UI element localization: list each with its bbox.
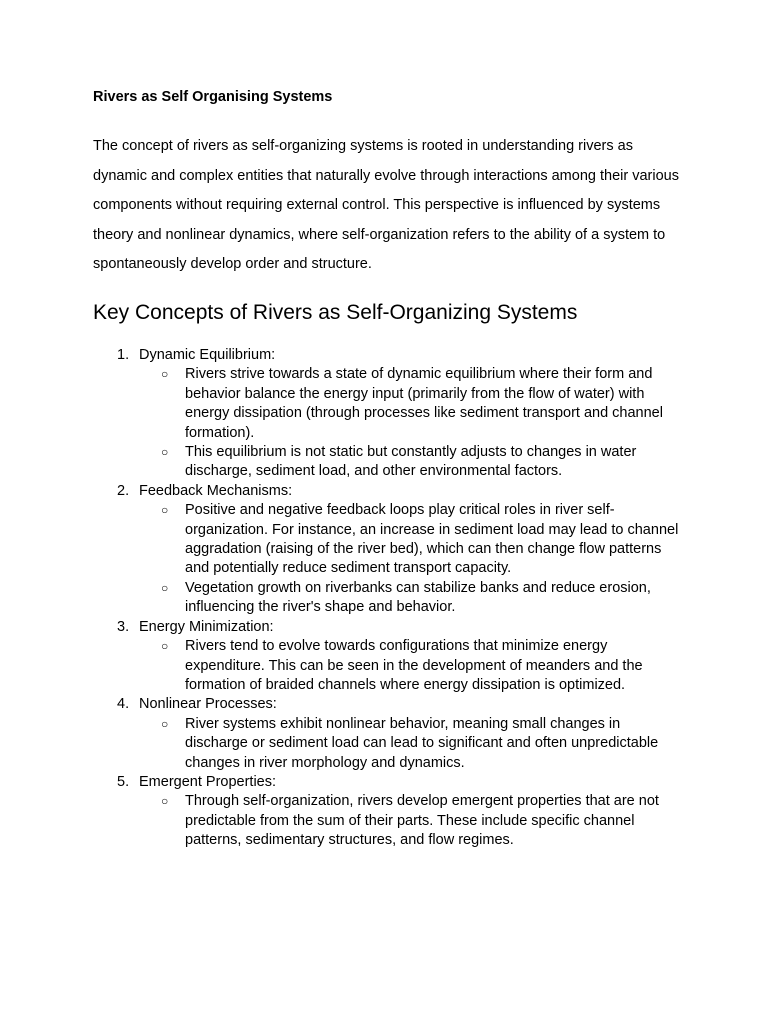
- concept-point: [139, 579, 685, 618]
- concept-number: 1.: [117, 347, 130, 363]
- concept-point-text: Positive and negative feedback loops play critical roles in river self-organization. For instance, an increase in sediment load may lead to channel aggradation (raising of the river bed), which can then change flow patterns and potentially reduce sediment transport capacity.: [185, 502, 679, 577]
- concept-points: [139, 501, 683, 617]
- concept-label: Dynamic Equilibrium:: [139, 347, 276, 363]
- concept-points: [139, 637, 683, 695]
- section-heading: Key Concepts of Rivers as Self-Organizing Systems: [93, 301, 578, 324]
- concept-item: [93, 618, 683, 696]
- hollow-circle-bullet-icon: ○: [161, 367, 169, 382]
- concept-label: Nonlinear Processes:: [139, 696, 277, 713]
- concept-label: Energy Minimization:: [139, 618, 274, 635]
- concept-label: Feedback Mechanisms:: [139, 482, 293, 499]
- concept-item: [93, 773, 683, 851]
- concept-point: [139, 715, 685, 773]
- concept-point-text: Rivers tend to evolve towards configurations that minimize energy expenditure. This can be seen in the development of meanders and the formation of braided channels where energy dissipation is optimized.: [185, 638, 643, 693]
- concept-points: [139, 792, 683, 850]
- concept-points: [139, 365, 683, 481]
- hollow-circle-bullet-icon: ○: [161, 503, 169, 518]
- hollow-circle-bullet-icon: ○: [161, 580, 169, 595]
- concept-points: [139, 715, 683, 773]
- intro-paragraph: The concept of rivers as self-organizing systems is rooted in understanding rivers as dynamic and complex entities that naturally evolve through interactions among their various components without requiring external control. This perspective is influenced by systems theory and nonlinear dynamics, where self-organization refers to the ability of a system to spontaneously develop order and structure.: [93, 138, 679, 272]
- concept-point: [139, 365, 685, 443]
- concept-number: 4.: [117, 696, 130, 713]
- concept-point: [139, 501, 685, 579]
- concept-item: [93, 346, 683, 482]
- concept-point: [139, 637, 685, 695]
- concept-point: [139, 792, 685, 850]
- hollow-circle-bullet-icon: ○: [161, 716, 169, 731]
- concept-point-text: River systems exhibit nonlinear behavior, meaning small changes in discharge or sediment load can lead to significant and often unpredictable changes in river morphology and dynamics.: [185, 715, 659, 771]
- concept-point-text: Vegetation growth on riverbanks can stabilize banks and reduce erosion, influencing the river's shape and behavior.: [185, 579, 651, 616]
- concept-point-text: This equilibrium is not static but constantly adjusts to changes in water discharge, sediment load, and other environmental factors.: [185, 444, 637, 480]
- hollow-circle-bullet-icon: ○: [161, 794, 169, 809]
- concept-number: 2.: [117, 482, 130, 499]
- concept-label: Emergent Properties:: [139, 773, 277, 790]
- concept-item: [93, 482, 683, 618]
- document-title: Rivers as Self Organising Systems: [93, 89, 333, 105]
- concept-item: [93, 695, 683, 773]
- hollow-circle-bullet-icon: ○: [161, 445, 169, 460]
- concept-point-text: Rivers strive towards a state of dynamic equilibrium where their form and behavior balance the energy input (primarily from the flow of water) with energy dissipation (through processes like sediment transport and channel formation).: [185, 366, 663, 441]
- concept-point-text: Through self-organization, rivers develop emergent properties that are not predictable from the sum of their parts. These include specific channel patterns, sedimentary structures, and flow regimes.: [185, 793, 659, 849]
- key-concepts-list: [93, 346, 683, 851]
- hollow-circle-bullet-icon: ○: [161, 639, 169, 654]
- concept-number: 3.: [117, 618, 130, 635]
- concept-number: 5.: [117, 773, 130, 790]
- concept-point: [139, 443, 685, 482]
